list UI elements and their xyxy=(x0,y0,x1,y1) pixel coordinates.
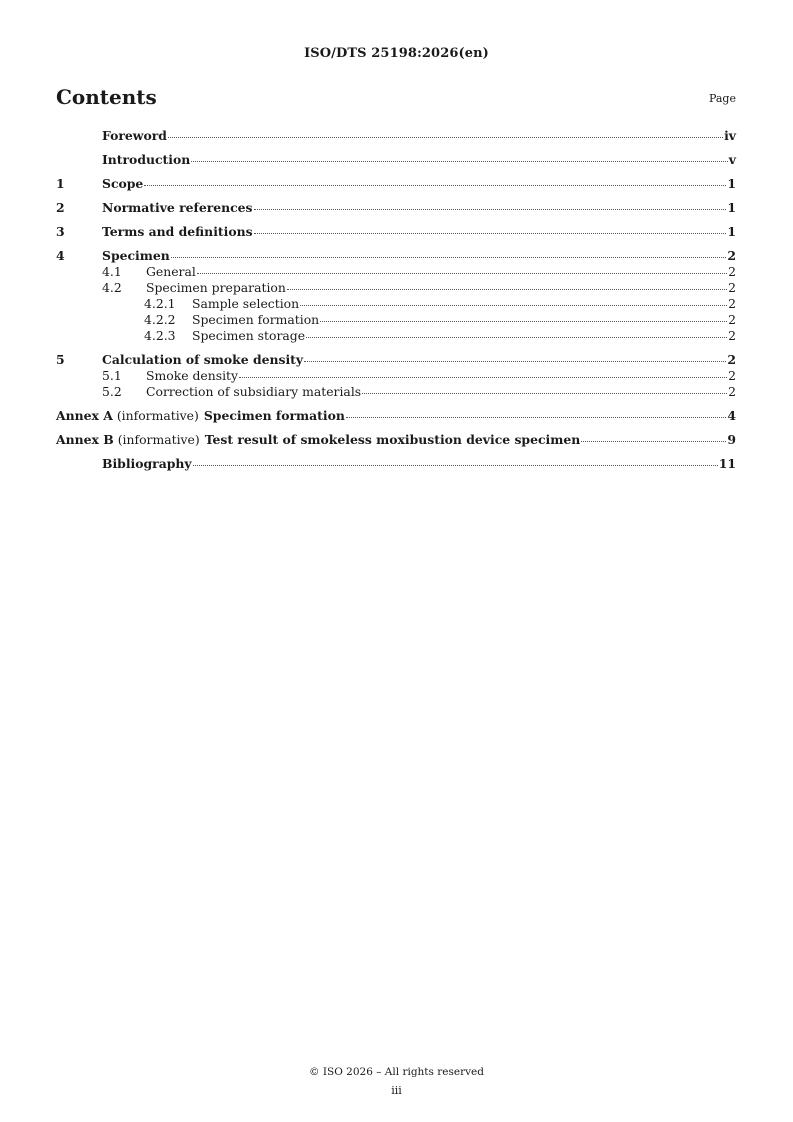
toc-dot-leader xyxy=(254,233,727,234)
toc-annex-label: Annex B xyxy=(56,432,114,447)
toc-entry[interactable] xyxy=(56,296,736,312)
toc-entry-number: 4.1 xyxy=(102,264,122,279)
toc-dot-leader xyxy=(193,465,718,466)
document-id-header: ISO/DTS 25198:2026(en) xyxy=(304,46,489,61)
toc-dot-leader xyxy=(300,305,727,306)
toc-entry-number: 4 xyxy=(56,248,65,263)
toc-annex-label: Annex A xyxy=(56,408,113,423)
toc-entry-number: 3 xyxy=(56,224,65,239)
toc-dot-leader xyxy=(581,441,726,442)
toc-dot-leader xyxy=(362,393,727,394)
toc-entry-page: 2 xyxy=(727,352,736,367)
toc-entry-page: 11 xyxy=(718,456,736,471)
copyright-notice: © ISO 2026 – All rights reserved xyxy=(309,1066,484,1078)
toc-entry-page: 9 xyxy=(727,432,736,447)
toc-entry-title: Scope xyxy=(102,176,144,191)
toc-entry[interactable] xyxy=(56,200,736,216)
toc-entry-title: Foreword xyxy=(102,128,167,143)
toc-entry-page: 2 xyxy=(728,384,736,399)
toc-dot-leader xyxy=(197,273,727,274)
toc-entry[interactable] xyxy=(56,176,736,192)
contents-heading: Contents xyxy=(56,85,157,109)
toc-entry-page: 1 xyxy=(727,200,736,215)
toc-annex-note: (informative) xyxy=(117,432,200,447)
toc-entry-title: Normative references xyxy=(102,200,253,215)
toc-entry-page: 2 xyxy=(728,280,736,295)
toc-entry-page: 2 xyxy=(728,296,736,311)
table-of-contents xyxy=(56,128,736,472)
toc-entry-title: Smoke density xyxy=(146,368,239,383)
toc-entry[interactable] xyxy=(56,264,736,280)
toc-dot-leader xyxy=(191,161,728,162)
page-column-label: Page xyxy=(708,92,736,105)
toc-entry-title: Specimen formation xyxy=(203,408,345,423)
toc-dot-leader xyxy=(144,185,726,186)
page-number: iii xyxy=(391,1084,402,1097)
toc-entry[interactable] xyxy=(56,152,736,168)
toc-annex-note: (informative) xyxy=(116,408,199,423)
toc-entry-title: Sample selection xyxy=(192,296,300,311)
toc-dot-leader xyxy=(168,137,723,138)
toc-dot-leader xyxy=(306,337,727,338)
toc-entry-title: Introduction xyxy=(102,152,191,167)
toc-entry[interactable] xyxy=(56,368,736,384)
toc-entry-number: 2 xyxy=(56,200,65,215)
toc-entry-title: Bibliography xyxy=(102,456,192,471)
toc-entry-title: Calculation of smoke density xyxy=(102,352,304,367)
toc-entry[interactable] xyxy=(56,352,736,368)
toc-dot-leader xyxy=(239,377,727,378)
toc-entry-page: iv xyxy=(724,128,736,143)
toc-entry-page: 1 xyxy=(727,224,736,239)
toc-entry[interactable] xyxy=(56,456,736,472)
toc-entry[interactable] xyxy=(56,384,736,400)
toc-entry-title: Correction of subsidiary materials xyxy=(146,384,362,399)
toc-entry-title: Specimen formation xyxy=(192,312,320,327)
toc-entry-page: 2 xyxy=(728,312,736,327)
toc-entry-number: 1 xyxy=(56,176,65,191)
toc-entry[interactable] xyxy=(56,248,736,264)
toc-entry-number: 4.2.2 xyxy=(144,312,176,327)
toc-dot-leader xyxy=(346,417,727,418)
toc-entry[interactable] xyxy=(56,280,736,296)
toc-entry-page: v xyxy=(728,152,736,167)
toc-entry[interactable] xyxy=(56,328,736,344)
toc-entry-title: Specimen preparation xyxy=(146,280,286,295)
toc-entry-page: 4 xyxy=(727,408,736,423)
toc-entry-page: 2 xyxy=(728,264,736,279)
toc-entry-title: Terms and definitions xyxy=(102,224,253,239)
toc-entry-number: 5 xyxy=(56,352,65,367)
toc-dot-leader xyxy=(254,209,727,210)
toc-entry-title: Specimen storage xyxy=(192,328,306,343)
toc-entry-number: 4.2.1 xyxy=(144,296,176,311)
toc-entry-page: 2 xyxy=(728,368,736,383)
toc-entry-number: 4.2.3 xyxy=(144,328,176,343)
toc-entry[interactable] xyxy=(56,408,736,424)
toc-entry-number: 5.1 xyxy=(102,368,122,383)
toc-entry-title: General xyxy=(146,264,196,279)
toc-entry-page: 2 xyxy=(728,328,736,343)
toc-entry-page: 1 xyxy=(727,176,736,191)
toc-entry-number: 4.2 xyxy=(102,280,122,295)
toc-dot-leader xyxy=(287,289,727,290)
toc-dot-leader xyxy=(320,321,727,322)
toc-entry-title: Specimen xyxy=(102,248,170,263)
toc-entry[interactable] xyxy=(56,128,736,144)
toc-entry-page: 2 xyxy=(727,248,736,263)
toc-entry-number: 5.2 xyxy=(102,384,122,399)
toc-dot-leader xyxy=(304,361,726,362)
toc-entry[interactable] xyxy=(56,432,736,448)
toc-entry-title: Test result of smokeless moxibustion device specimen xyxy=(204,432,581,447)
toc-entry[interactable] xyxy=(56,312,736,328)
toc-dot-leader xyxy=(171,257,727,258)
toc-entry[interactable] xyxy=(56,224,736,240)
